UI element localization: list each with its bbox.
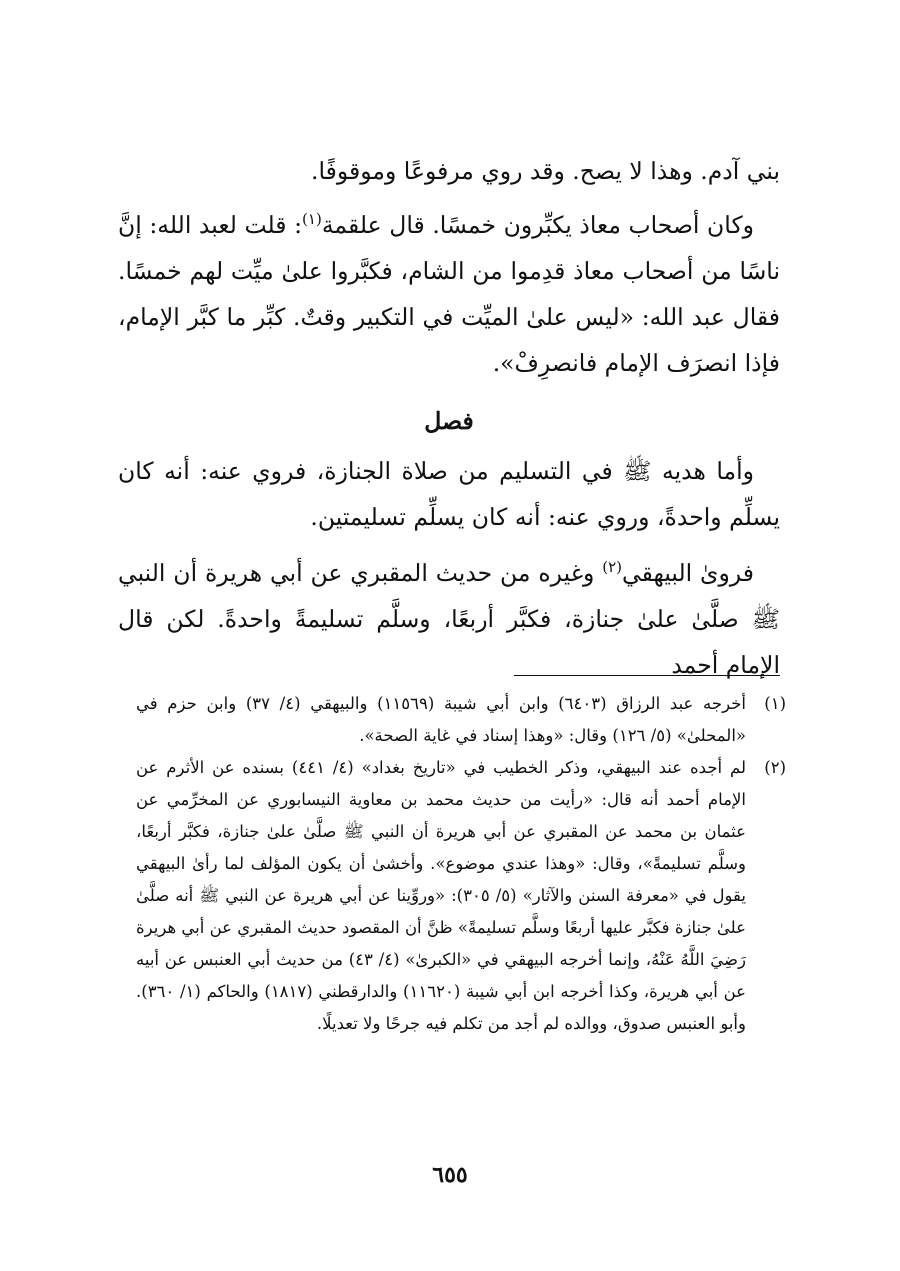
footnote-ref-1[interactable]: (١)	[302, 210, 322, 229]
paragraph-alqamah-rest: : قلت لعبد الله: إنَّ ناسًا من أصحاب معاذ قدِموا من الشام، فكبَّروا علىٰ ميِّت لهم خمسًا. فقال عبد الله: «ليس علىٰ الميِّت في التكبير وقتٌ. كبِّر ما كبَّر الإمام، فإذا انصرَف الإمام فانصرِفْ».	[118, 211, 780, 377]
paragraph-alqamah	[118, 202, 780, 386]
footnote-2	[136, 752, 786, 1040]
main-text	[118, 148, 780, 688]
footnote-text: لم أجده عند البيهقي، وذكر الخطيب في «تاريخ بغداد» (٤/ ٤٤١) بسنده عن الأثرم عن الإمام أحمد أنه قال: «رأيت من حديث محمد بن معاوية النيسابوري عن المخرِّمي عن عثمان بن محمد عن المقبري عن أبي هريرة أن النبي ﷺ صلَّىٰ علىٰ جنازة، فكبَّر أربعًا، وسلَّم تسليمةً»، وقال: «وهذا عندي موضوع». وأخشىٰ أن يكون المؤلف لما رأىٰ البيهقي يقول في «معرفة السنن والآثار» (٥/ ٣٠٥): «وروِّينا عن أبي هريرة عن النبي ﷺ أنه صلَّىٰ علىٰ جنازة فكبَّر عليها أربعًا وسلَّم تسليمةً» ظنَّ أن المقصود حديث المقبري عن أبي هريرة رَضِيَ اللَّهُ عَنْهُ، وإنما أخرجه البيهقي في «الكبرىٰ» (٤/ ٤٣) من حديث أبي العنبس عن أبيه عن أبي هريرة، وكذا أخرجه ابن أبي شيبة (١١٦٢٠) والدارقطني (١٨١٧) والحاكم (١/ ٣٦٠). وأبو العنبس صدوق، ووالده لم أجد من تكلم فيه جرحًا ولا تعديلًا.	[136, 758, 747, 1033]
page-number: ٦٥٥	[432, 1162, 468, 1188]
footnote-ref-2[interactable]: (٢)	[602, 558, 623, 577]
footnote-number: (٢)	[764, 758, 786, 777]
footnotes	[136, 688, 786, 1040]
paragraph-bayhaqi-rest: وغيره من حديث المقبري عن أبي هريرة أن النبي ﷺ صلَّىٰ علىٰ جنازة، فكبَّر أربعًا، وسلَّم تسليمةً واحدةً. لكن قال الإمام أحمد	[118, 559, 780, 679]
paragraph-alqamah-start: وكان أصحاب معاذ يكبِّرون خمسًا. قال علقمة	[321, 211, 754, 239]
section-heading: فصل	[424, 407, 474, 435]
footnote-number: (١)	[764, 694, 786, 713]
paragraph-bayhaqi-start: فروىٰ البيهقي	[622, 559, 754, 587]
paragraph-tasleem: وأما هديه ﷺ في التسليم من صلاة الجنازة، فروي عنه: أنه كان يسلِّم واحدةً، وروي عنه: أنه كان يسلِّم تسليمتين.	[118, 457, 780, 531]
footnote-1	[136, 688, 786, 752]
footnote-separator	[514, 675, 780, 676]
paragraph-continuation: بني آدم. وهذا لا يصح. وقد روي مرفوعًا وموقوفًا.	[311, 157, 780, 185]
footnote-text: أخرجه عبد الرزاق (٦٤٠٣) وابن أبي شيبة (١١٥٦٩) والبيهقي (٤/ ٣٧) وابن حزم في «المحلىٰ» (٥/ ١٢٦) وقال: «وهذا إسناد في غاية الصحة».	[136, 694, 746, 745]
paragraph-bayhaqi	[118, 550, 780, 688]
